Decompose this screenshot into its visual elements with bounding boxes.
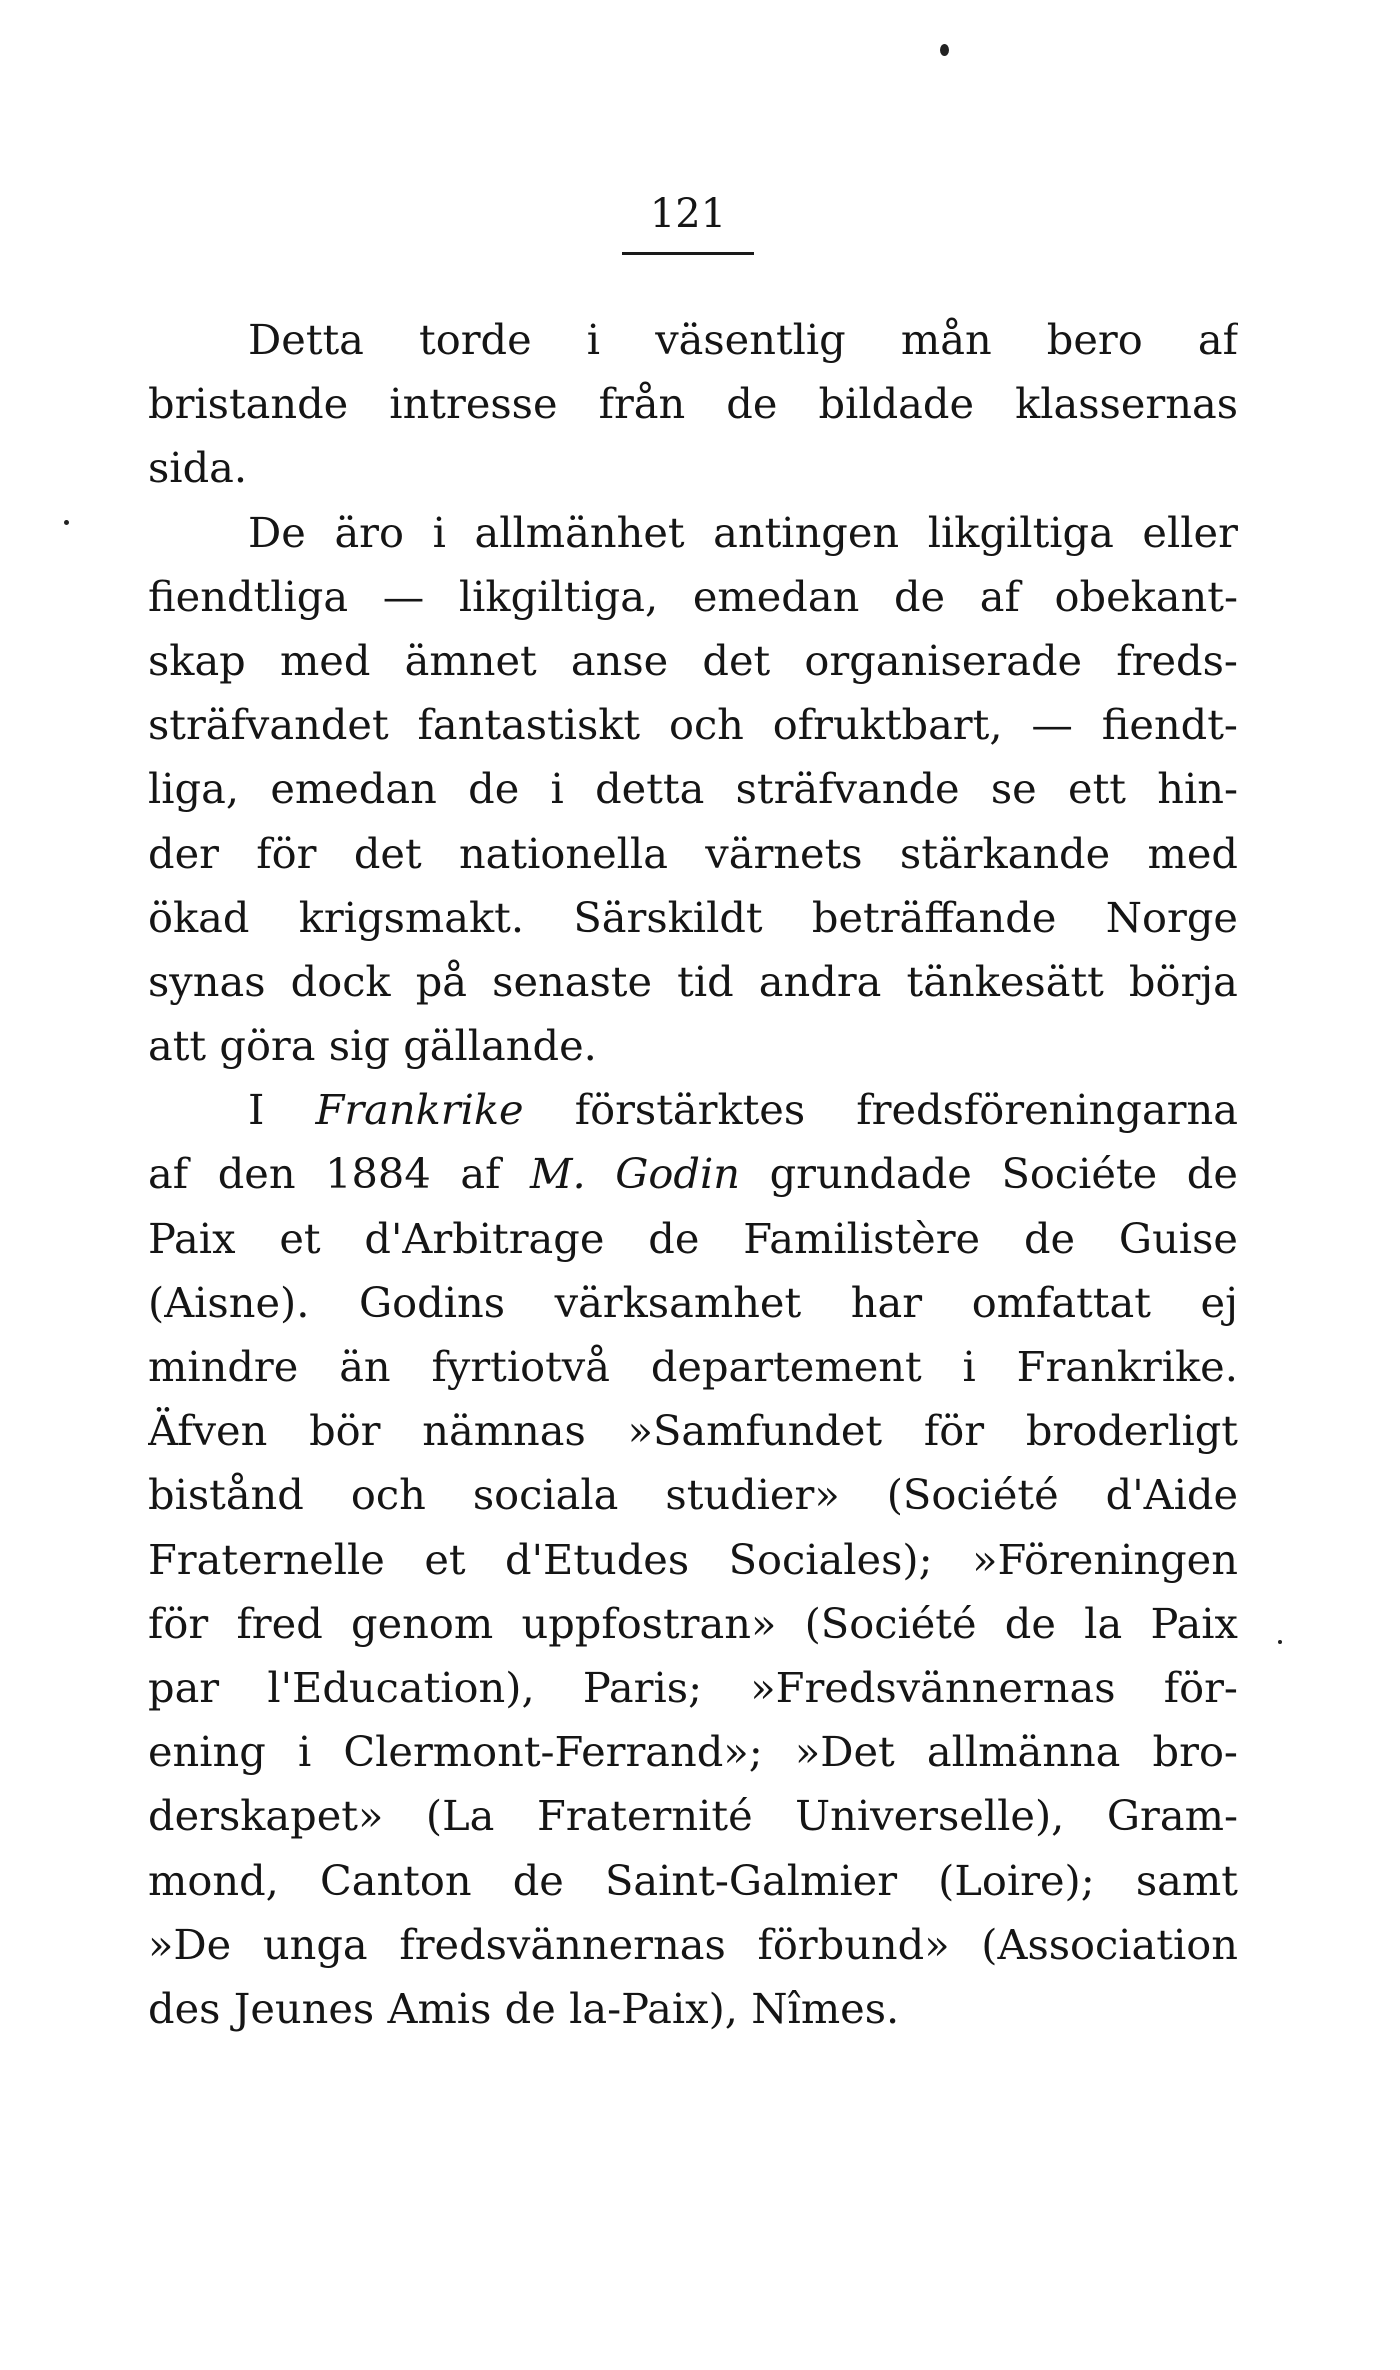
body-text	[148, 308, 1238, 2041]
text-line: (Aisne). Godins värksamhet har omfattat ej	[148, 1277, 1238, 1327]
text-line: liga, emedan de i detta sträfvande se ett hin-	[148, 764, 1238, 814]
page-number-rule	[622, 252, 754, 255]
text-line: ökad krigsmakt. Särskildt beträffande Norge	[148, 892, 1238, 942]
text-line: bristande intresse från de bildade klassernas	[148, 379, 1238, 429]
text-line: des Jeunes Amis de la-Paix), Nîmes.	[148, 1983, 900, 2033]
text-line: Paix et d'Arbitrage de Familistère de Guise	[148, 1213, 1238, 1263]
text-line: fiendtliga — likgiltiga, emedan de af obekant-	[148, 571, 1238, 621]
text-line: Fraternelle et d'Etudes Sociales); »Föreningen	[148, 1534, 1238, 1584]
text-line: sträfvandet fantastiskt och ofruktbart, — fiendt-	[148, 700, 1238, 750]
text-line: att göra sig gällande.	[148, 1021, 597, 1071]
text-line: bistånd och sociala studier» (Société d'Aide	[148, 1470, 1238, 1520]
text-line: ening i Clermont-Ferrand»; »Det allmänna bro-	[148, 1727, 1238, 1777]
text-line: för fred genom uppfostran» (Société de la Paix	[148, 1598, 1238, 1648]
ink-speck	[940, 44, 949, 56]
page-number: 121	[649, 191, 727, 237]
text-line: »De unga fredsvännernas förbund» (Association	[148, 1919, 1238, 1969]
text-line: Detta torde i väsentlig mån bero af	[248, 315, 1238, 364]
text-line: af den 1884 af M. Godin grundade Sociéte de	[148, 1149, 1238, 1199]
text-line: derskapet» (La Fraternité Universelle), Gram-	[148, 1791, 1238, 1841]
text-line: Äfven bör nämnas »Samfundet för broderligt	[148, 1406, 1238, 1456]
text-line: sida.	[148, 443, 248, 493]
text-line: mond, Canton de Saint-Galmier (Loire); samt	[148, 1855, 1238, 1905]
text-line: I Frankrike förstärktes fredsföreningarna	[248, 1085, 1238, 1135]
text-line: mindre än fyrtiotvå departement i Frankrike.	[148, 1342, 1238, 1391]
text-line: der för det nationella värnets stärkande med	[148, 828, 1238, 878]
text-line: De äro i allmänhet antingen likgiltiga eller	[248, 507, 1238, 557]
text-line: skap med ämnet anse det organiserade freds-	[148, 635, 1238, 685]
ink-speck	[64, 520, 69, 525]
ink-speck	[1278, 1640, 1282, 1644]
text-line: synas dock på senaste tid andra tänkesätt börja	[148, 956, 1238, 1006]
text-line: par l'Education), Paris; »Fredsvännernas för-	[148, 1662, 1238, 1712]
